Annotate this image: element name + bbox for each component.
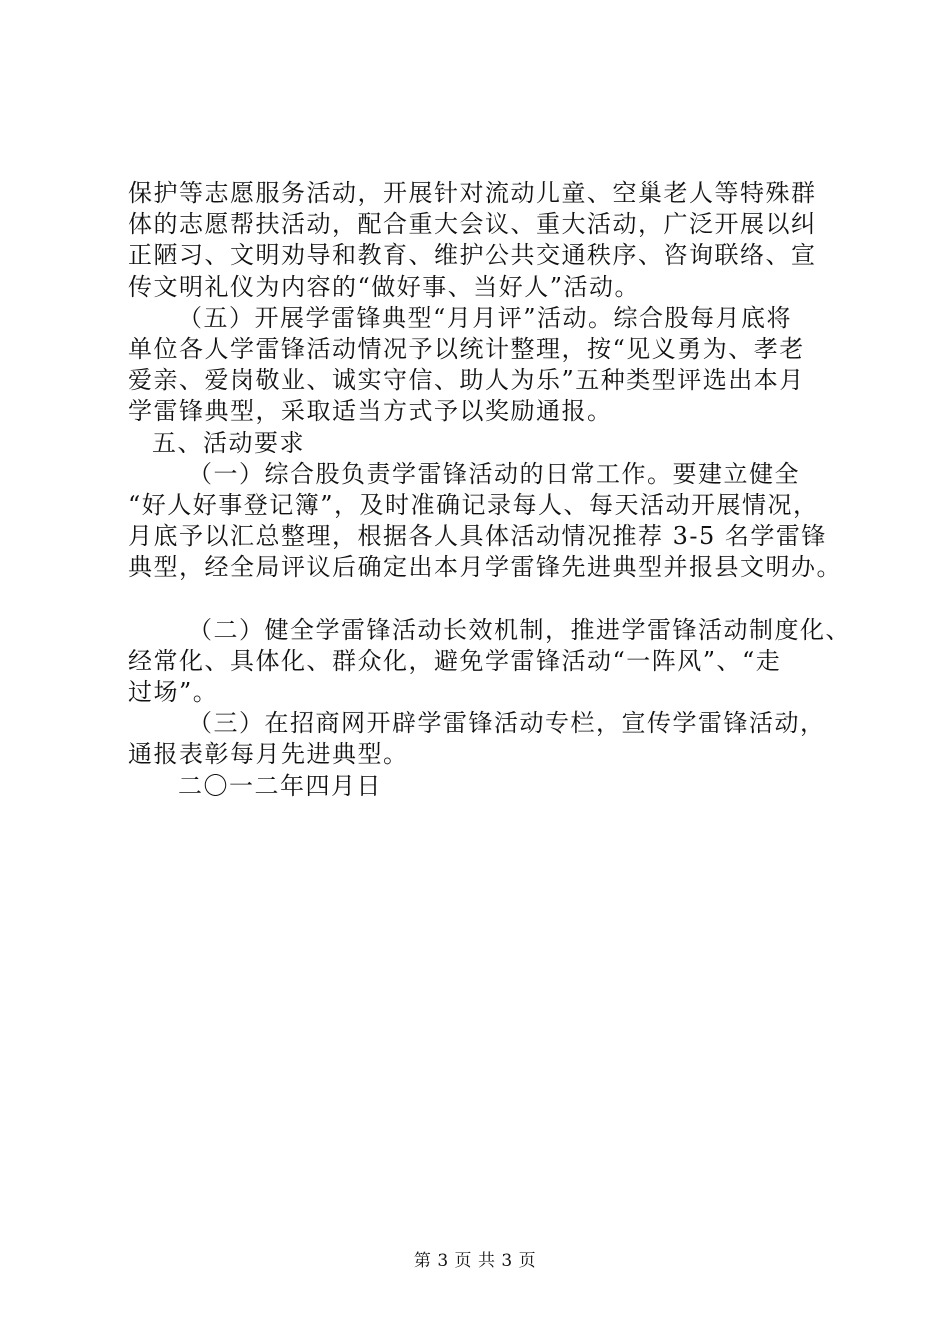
document-body <box>128 178 851 802</box>
paragraph-line: （五）开展学雷锋典型“月月评”活动。综合股每月底将 <box>178 303 793 332</box>
document-date: 二〇一二年四月日 <box>178 771 382 800</box>
paragraph-line: 典型，经全局评议后确定出本月学雷锋先进典型并报县文明办。 <box>128 553 842 582</box>
paragraph-line: 体的志愿帮扶活动，配合重大会议、重大活动，广泛开展以纠 <box>128 210 817 239</box>
paragraph-line: （二）健全学雷锋活动长效机制，推进学雷锋活动制度化、 <box>188 615 851 644</box>
paragraph-line: 通报表彰每月先进典型。 <box>128 740 409 769</box>
blank-line <box>128 583 833 614</box>
paragraph-line: 单位各人学雷锋活动情况予以统计整理，按“见义勇为、孝老 <box>128 334 805 363</box>
paragraph-line: （三）在招商网开辟学雷锋活动专栏，宣传学雷锋活动， <box>188 709 826 738</box>
paragraph-line: 保护等志愿服务活动，开展针对流动儿童、空巢老人等特殊群 <box>128 179 817 207</box>
paragraph-line: 正陋习、文明劝导和教育、维护公共交通秩序、咨询联络、宣 <box>128 241 817 270</box>
paragraph-line: 过场”。 <box>128 678 219 706</box>
paragraph-line: 月底予以汇总整理，根据各人具体活动情况推荐 3-5 名学雷锋 <box>128 522 827 551</box>
page-number: 第 3 页 共 3 页 <box>413 1251 537 1271</box>
section-heading: 五、活动要求 <box>152 428 305 457</box>
paragraph-line: 学雷锋典型，采取适当方式予以奖励通报。 <box>128 397 613 426</box>
paragraph-line: 经常化、具体化、群众化，避免学雷锋活动“一阵风”、“走 <box>128 646 782 675</box>
paragraph-line: “好人好事登记簿”，及时准确记录每人、每天活动开展情况， <box>128 490 819 519</box>
paragraph-line: 传文明礼仪为内容的“做好事、当好人”活动。 <box>128 272 641 301</box>
paragraph-line: （一）综合股负责学雷锋活动的日常工作。要建立健全 <box>188 459 800 488</box>
page-footer <box>0 1246 950 1271</box>
paragraph-line: 爱亲、爱岗敬业、诚实守信、助人为乐”五种类型评选出本月 <box>128 366 805 395</box>
